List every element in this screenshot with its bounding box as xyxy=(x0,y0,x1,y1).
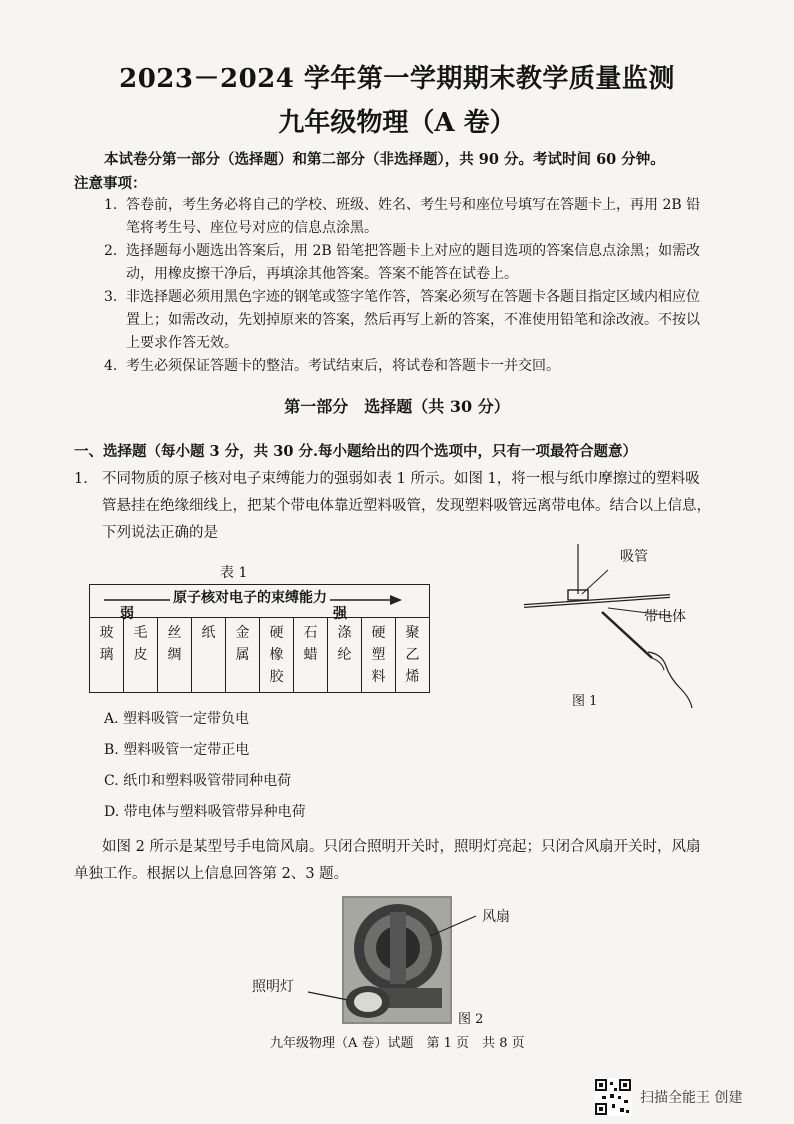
label-straw: 吸管 xyxy=(620,549,648,565)
option-d[interactable]: D. 带电体与塑料吸管带异种电荷 xyxy=(104,804,306,820)
material-name: 纸 xyxy=(201,625,216,641)
figure-2-caption: 图 2 xyxy=(458,1012,484,1027)
notice-text: 非选择题必须用黑色字迹的钢笔或签字笔作答，答案必须写在答题卡各题目指定区域内相应位置上；如需改动，先划掉原来的答案，然后再写上新的答案，不准使用铅笔和涂改液。不按以上要求作答无效。 xyxy=(126,289,700,351)
notice-text: 考生必须保证答题卡的整洁。考试结束后，将试卷和答题卡一并交回。 xyxy=(126,358,560,374)
figure-2 xyxy=(240,892,530,1036)
material-name: 毛 皮 xyxy=(133,625,148,663)
exam-title: 2023－2024 学年第一学期期末教学质量监测 xyxy=(119,64,675,94)
material-name: 丝 绸 xyxy=(167,625,182,663)
question-text: 不同物质的原子核对电子束缚能力的强弱如表 1 所示。如图 1，将一根与纸巾摩擦过的塑料吸管悬挂在绝缘细线上，把某个带电体靠近塑料吸管，发现塑料吸管远离带电体。结合以上信息，下列说法正确的是 xyxy=(102,471,711,541)
material-name: 玻 璃 xyxy=(99,625,114,663)
figure-1-caption: 图 1 xyxy=(572,694,598,709)
notice-item xyxy=(104,286,704,355)
table-title: 表 1 xyxy=(220,565,248,581)
notice-number: 2. xyxy=(104,243,118,259)
notice-list xyxy=(104,194,704,378)
notice-item xyxy=(104,194,704,240)
section-heading: 一、选择题（每小题 3 分，共 30 分.每小题给出的四个选项中，只有一项最符合题意） xyxy=(74,443,638,460)
label-fan: 风扇 xyxy=(482,909,510,925)
material-cell xyxy=(124,618,158,693)
material-name: 石 蜡 xyxy=(303,625,318,663)
notice-number: 1. xyxy=(104,197,118,213)
weak-label: 弱 xyxy=(120,606,134,622)
material-cell xyxy=(362,618,396,693)
label-charged-body: 带电体 xyxy=(644,609,686,625)
notice-number: 4. xyxy=(104,358,118,374)
part1-heading: 第一部分 选择题（共 30 分） xyxy=(284,397,510,416)
material-name: 硬 塑 料 xyxy=(371,625,386,685)
question-number: 1. xyxy=(74,471,88,487)
watermark-text: 扫描全能王 创建 xyxy=(640,1090,743,1106)
material-name: 硬 橡 胶 xyxy=(269,625,284,685)
material-cell xyxy=(294,618,328,693)
exam-intro: 本试卷分第一部分（选择题）和第二部分（非选择题），共 90 分。考试时间 60 分钟。 xyxy=(104,151,665,168)
notice-heading: 注意事项： xyxy=(74,176,147,192)
strong-label: 强 xyxy=(333,606,347,622)
scanner-watermark xyxy=(594,1078,742,1116)
page-footer: 九年级物理（A 卷）试题 第 1 页 共 8 页 xyxy=(270,1036,525,1051)
question-1 xyxy=(74,466,714,547)
qr-code-icon xyxy=(594,1078,632,1116)
option-c[interactable]: C. 纸巾和塑料吸管带同种电荷 xyxy=(104,773,292,789)
material-cell xyxy=(192,618,226,693)
exam-subtitle: 九年级物理（A 卷） xyxy=(278,108,516,138)
table-row xyxy=(90,618,430,693)
material-name: 金 属 xyxy=(235,625,250,663)
table-arrow-label: 原子核对电子的束缚能力 xyxy=(170,587,330,607)
material-cell xyxy=(328,618,362,693)
figure-1 xyxy=(520,540,720,714)
table-header-cell xyxy=(90,585,430,622)
material-name: 聚 乙 烯 xyxy=(405,625,420,685)
option-a[interactable]: A. 塑料吸管一定带负电 xyxy=(104,711,250,727)
material-cell xyxy=(90,618,124,693)
notice-text: 选择题每小题选出答案后，用 2B 铅笔把答题卡上对应的题目选项的答案信息点涂黑；如需改动，用橡皮擦干净后，再填涂其他答案。答案不能答在试卷上。 xyxy=(126,243,701,282)
notice-text: 答卷前，考生务必将自己的学校、班级、姓名、考生号和座位号填写在答题卡上，再用 2B 铅笔将考生号、座位号对应的信息点涂黑。 xyxy=(126,197,701,236)
notice-item xyxy=(104,355,704,378)
binding-ability-table xyxy=(89,584,430,693)
material-cell xyxy=(226,618,260,693)
material-cell xyxy=(260,618,294,693)
answer-options xyxy=(104,704,306,828)
label-light: 照明灯 xyxy=(252,979,294,995)
shared-passage: 如图 2 所示是某型号手电筒风扇。只闭合照明开关时，照明灯亮起；只闭合风扇开关时，风扇单独工作。根据以上信息回答第 2、3 题。 xyxy=(74,839,701,882)
material-cell xyxy=(396,618,430,693)
notice-number: 3. xyxy=(104,289,118,305)
notice-item xyxy=(104,240,704,286)
option-b[interactable]: B. 塑料吸管一定带正电 xyxy=(104,742,250,758)
material-cell xyxy=(158,618,192,693)
material-name: 涤 纶 xyxy=(337,625,352,663)
